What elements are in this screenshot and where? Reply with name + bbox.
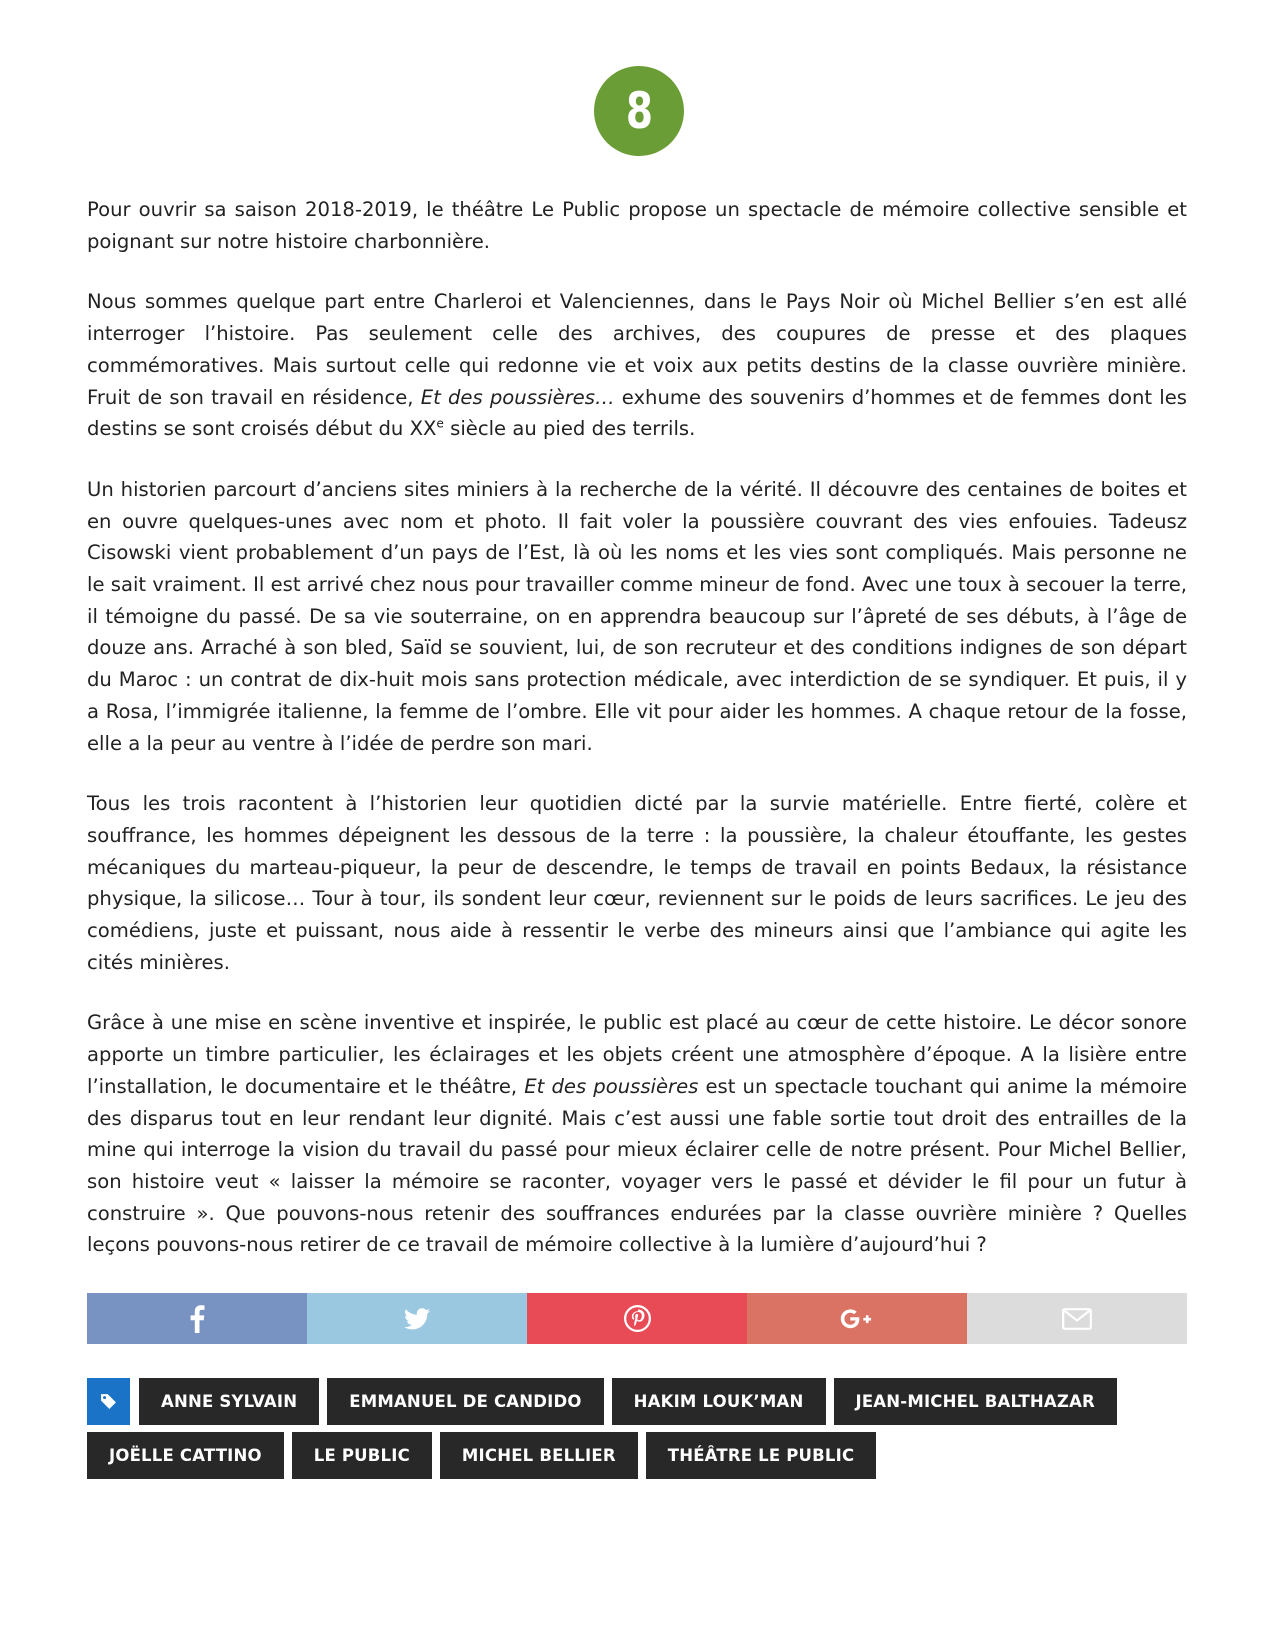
pinterest-icon [624,1305,651,1332]
twitter-icon [404,1308,430,1330]
tag-link[interactable]: ANNE SYLVAIN [139,1378,319,1425]
facebook-icon [189,1305,205,1333]
tag-link[interactable]: JOËLLE CATTINO [87,1432,284,1479]
tag-list [87,1378,1187,1486]
paragraph-text: Un historien parcourt d’anciens sites miniers à la recherche de la vérité. Il découvre des centaines de boites et en ouvre quelques-unes avec nom et photo. Il fait voler la poussière couvrant des vies enfouies. Tadeusz Cisowski vient probablement d’un pays de l’Est, là où les noms et les vies sont compliqués. Mais personne ne le sait vraiment. Il est arrivé chez nous pour travailler comme mineur de fond. Avec une toux à secouer la terre, il témoigne du passé. De sa vie souterraine, on en apprendra beaucoup sur l’âpreté de ses débuts, à l’âge de douze ans. Arraché à son bled, Saïd se souvient, lui, de son recruteur et des conditions indignes de son départ du Maroc : un contrat de dix-huit mois sans protection médicale, avec interdiction de se syndiquer. Et puis, il y a Rosa, l’immigrée italienne, la femme de l’ombre. Elle vit pour aider les hommes. A chaque retour de la fosse, elle a la peur au ventre à l’idée de perdre son mari. [87,477,1187,755]
article-paragraph [87,286,1187,445]
article-title-reference: Et des poussières… [420,385,615,409]
tag-link[interactable]: EMMANUEL DE CANDIDO [327,1378,603,1425]
paragraph-text: Nous sommes quelque part entre Charleroi et Valenciennes, dans le Pays Noir où Michel Bellier s’en est allé interroger l’histoire. Pas seulement celle des archives, des coupures de presse et des plaques commémoratives. Mais surtout celle qui redonne vie et voix aux petits destins de la classe ouvrière minière. Fruit de son travail en résidence, [87,290,1187,409]
tag-icon-box [87,1378,130,1425]
share-twitter-button[interactable] [307,1293,527,1344]
tag-icon [100,1393,117,1410]
review-score-badge [594,66,684,156]
tag-link[interactable]: JEAN-MICHEL BALTHAZAR [834,1378,1117,1425]
paragraph-text: Tous les trois racontent à l’historien leur quotidien dicté par la survie matérielle. Entre fierté, colère et souffrance, les hommes dépeignent les dessous de la terre : la poussière, la chaleur étouffante, les gestes mécaniques du marteau-piqueur, la peur de descendre, le temps de travail en points Bedaux, la résistance physique, la silicose… Tour à tour, ils sondent leur cœur, reviennent sur le poids de leurs sacrifices. Le jeu des comédiens, juste et puissant, nous aide à ressentir le verbe des mineurs ainsi que l’ambiance qui agite les cités minières. [87,792,1187,974]
article-title-reference: Et des poussières [524,1074,699,1098]
tag-link[interactable]: MICHEL BELLIER [440,1432,638,1479]
tag-row [87,1432,1187,1479]
envelope-icon [1062,1308,1092,1330]
article-paragraph [87,788,1187,978]
share-bar [87,1293,1187,1344]
paragraph-text: Grâce à une mise en scène inventive et inspirée, le public est placé au cœur de cette histoire. Le décor sonore apporte un timbre particulier, les éclairages et les objets créent une atmosphère d’époque. A la lisière entre l’installation, le documentaire et le théâtre, [87,1011,1187,1098]
article-paragraph [87,1007,1187,1261]
share-email-button[interactable] [967,1293,1187,1344]
superscript-text: e [436,416,444,431]
tag-link[interactable]: THÉÂTRE LE PUBLIC [646,1432,877,1479]
article-paragraph [87,194,1187,257]
paragraph-text: Pour ouvrir sa saison 2018-2019, le théâtre Le Public propose un spectacle de mémoire collective sensible et poignant sur notre histoire charbonnière. [87,198,1187,253]
google-plus-icon [839,1308,875,1330]
paragraph-text: siècle au pied des terrils. [443,417,696,441]
paragraph-text: est un spectacle touchant qui anime la mémoire des disparus tout en leur rendant leur dignité. Mais c’est aussi une fable sortie tout droit des entrailles de la mine qui interroge la vision du travail du passé pour mieux éclairer celle de notre présent. Pour Michel Bellier, son histoire veut « laisser la mémoire se raconter, voyager vers le passé et dévider le fil pour un futur à construire ». Que pouvons-nous retenir des souffrances endurées par la classe ouvrière minière ? Quelles leçons pouvons-nous retirer de ce travail de mémoire collective à la lumière d’aujourd’hui ? [87,1074,1188,1257]
share-facebook-button[interactable] [87,1293,307,1344]
article-paragraph [87,474,1187,759]
share-pinterest-button[interactable] [527,1293,747,1344]
article-body [87,194,1187,1290]
share-google-plus-button[interactable] [747,1293,967,1344]
paragraph-text: exhume des souvenirs d’hommes et de femmes dont les destins se sont croisés début du XX [87,385,1188,441]
tag-link[interactable]: HAKIM LOUK’MAN [612,1378,826,1425]
review-score-value: 8 [625,82,653,140]
tag-link[interactable]: LE PUBLIC [292,1432,432,1479]
tag-row [87,1378,1187,1425]
